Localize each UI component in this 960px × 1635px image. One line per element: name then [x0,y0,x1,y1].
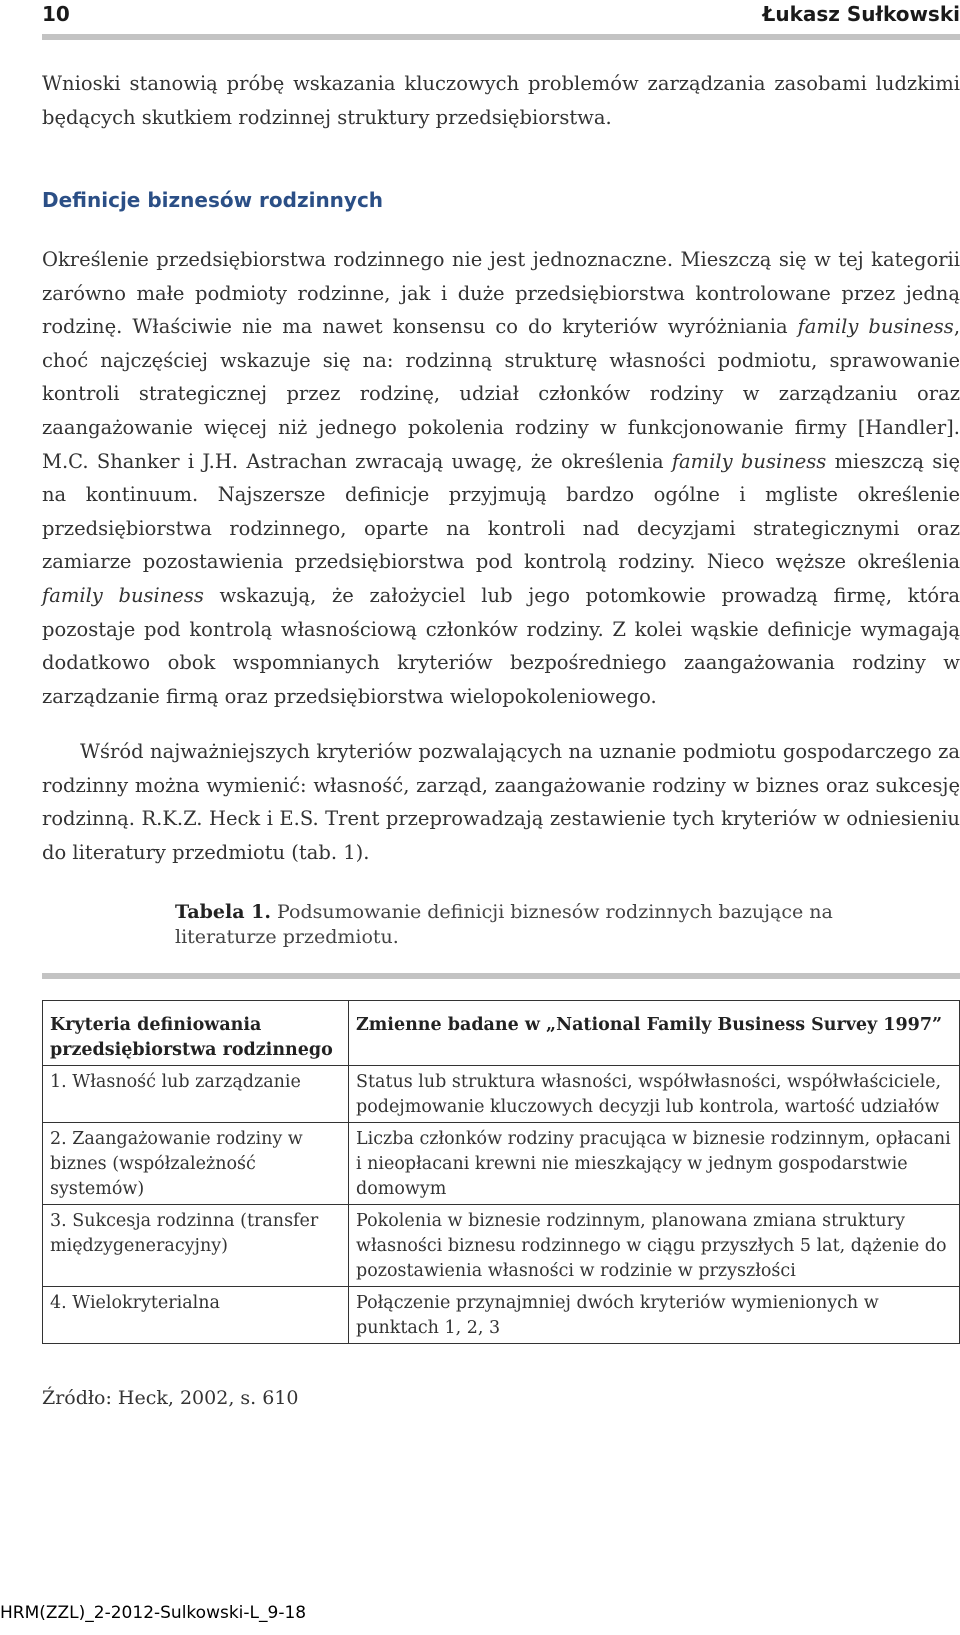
running-author: Łukasz Sułkowski [762,2,960,26]
table-header-variables: Zmienne badane w „National Family Business Survey 1997” [349,1001,960,1066]
paragraph-text: Określenie przedsiębiorstwa rodzinnego nie jest jednoznaczne. Mieszczą się w tej kategorii zarówno małe podmioty rodzinne, jak i duże przedsiębiorstwa kontrolowane przez jedną rodzinę. Właściwie nie ma nawet konsensu co do kryteriów wyróżniania [42,248,960,339]
table-cell-variables: Liczba członków rodziny pracująca w biznesie rodzinnym, opłacani i nieopłacani krewni nie mieszkający w jednym gospodarstwie domowym [349,1123,960,1205]
paragraph-text: wskazują, że założyciel lub jego potomkowie prowadzą firmę, która pozostaje pod kontrolą własnościową członków rodziny. Z kolei wąskie definicje wymagają dodatkowo obok wspomnianych kryteriów bezpośredniego zaangażowania rodziny w zarządzanie firmą oraz przedsiębiorstwa wielopokoleniowego. [42,583,960,708]
table-row [43,1205,960,1287]
table-cell-criterion: 1. Własność lub zarządzanie [43,1066,349,1123]
table-cell-criterion: 3. Sukcesja rodzinna (transfer międzygeneracyjny) [43,1205,349,1287]
table-caption-label: Tabela 1. [175,901,271,923]
table-row [43,1123,960,1205]
italic-term: family business [42,583,204,607]
table-cell-variables: Pokolenia w biznesie rodzinnym, planowana zmiana struktury własności biznesu rodzinnego w ciągu przyszłych 5 lat, dążenie do pozostawienia własności w rodzinie w przyszłości [349,1205,960,1287]
paragraph-text: mieszczą się na kontinuum. Najszersze definicje przyjmują bardzo ogólne i mgliste określenie przedsiębiorstwa rodzinnego, oparte na kontroli nad decyzjami strategicznymi oraz zamiarze pozostawienia przedsiębiorstwa pod kontrolą rodziny. Nieco węższe określenia [42,449,960,574]
table-header-criteria: Kryteria definiowania przedsiębiorstwa rodzinnego [43,1001,349,1066]
paragraph-intro-conclusions: Wnioski stanowią próbę wskazania kluczowych problemów zarządzania zasobami ludzkimi będących skutkiem rodzinnej struktury przedsiębiorstwa. [42,72,960,129]
header-rule [42,34,960,40]
running-header [42,0,960,30]
print-footer-slug: HRM(ZZL)_2-2012-Sulkowski-L_9-18 [0,1603,307,1623]
page-number: 10 [42,2,70,26]
table-row [43,1287,960,1344]
table-cell-variables: Status lub struktura własności, współwłasności, współwłaściciele, podejmowanie kluczowych decyzji lub kontrola, wartość udziałów [349,1066,960,1123]
italic-term: family business [797,315,954,339]
criteria-table [42,1000,960,1344]
table-header-row [43,1001,960,1066]
paragraph-criteria: Wśród najważniejszych kryteriów pozwalających na uznanie podmiotu gospodarczego za rodzinny można wymienić: własność, zarząd, zaangażowanie rodziny w biznes oraz sukcesję rodzinną. R.K.Z. Heck i E.S. Trent przeprowadzają zestawienie tych kryteriów w odniesieniu do literatury przedmiotu (tab. 1). [42,740,960,864]
table-cell-variables: Połączenie przynajmniej dwóch kryteriów wymienionych w punktach 1, 2, 3 [349,1287,960,1344]
table-cell-criterion: 4. Wielokryterialna [43,1287,349,1344]
table-row [43,1066,960,1123]
table-cell-criterion: 2. Zaangażowanie rodziny w biznes (współzależność systemów) [43,1123,349,1205]
table-caption [175,900,935,950]
paragraph-definitions [42,243,960,713]
italic-term: family business [671,449,827,473]
table-caption-text: Podsumowanie definicji biznesów rodzinnych bazujące na literaturze przedmiotu. [175,901,833,948]
table-top-rule [42,973,960,979]
section-heading: Definicje biznesów rodzinnych [42,188,384,212]
table-source: Źródło: Heck, 2002, s. 610 [42,1387,299,1409]
paragraph-text: , choć najczęściej wskazuje się na: rodzinną strukturę własności podmiotu, sprawowanie kontroli strategicznej przez rodzinę, udział członków rodziny w zarządzaniu oraz zaangażowanie więcej niż jednego pokolenia rodziny w funkcjonowanie firmy [Handler]. M.C. Shanker i J.H. Astrachan zwracają uwagę, że określenia [42,315,960,473]
